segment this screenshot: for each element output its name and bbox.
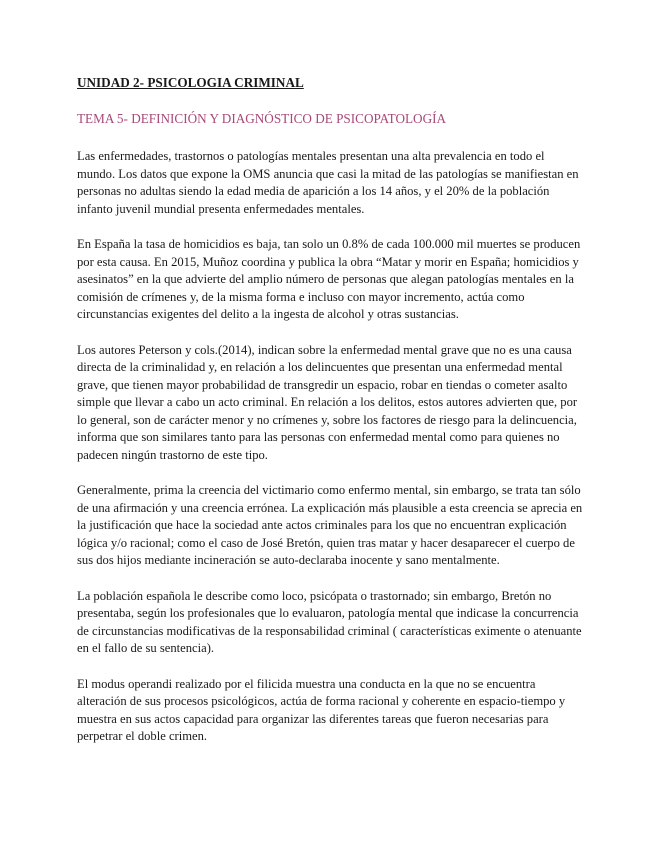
unit-title: UNIDAD 2- PSICOLOGIA CRIMINAL [77, 75, 304, 90]
paragraph-breton: La población española le describe como loco, psicópata o trastornado; sin embargo, Bretón no presentaba, según los profesionales que lo evaluaron, patología mental que indicase la concurrencia de circunstancias modificativas de la responsabilidad criminal ( características eximente o atenuante en el fallo de su sentencia). [77, 588, 582, 655]
topic-title: TEMA 5- DEFINICIÓN Y DIAGNÓSTICO DE PSICOPATOLOGÍA [77, 111, 447, 126]
paragraph-belief: Generalmente, prima la creencia del victimario como enfermo mental, sin embargo, se trata tan sólo de una afirmación y una creencia errónea. La explicación más plausible a esta creencia se aprecia en la justificación que hace la sociedad ante actos criminales para los que no encuentran explicación lógica y/o racional; como el caso de José Bretón, quien tras matar y hacer desaparecer el cuerpo de sus dos hijos mediante incineración se auto-declaraba inocente y sano mentalmente. [77, 483, 583, 567]
paragraph-modus-operandi: El modus operandi realizado por el filicida muestra una conducta en la que no se encuentra alteración de sus procesos psicológicos, actúa de forma racional y coherente en espacio-tiempo y muestra en sus actos capacidad para organizar las diferentes tareas que fueron necesarias para perpetrar el doble crimen. [77, 676, 566, 743]
paragraph-prevalence: Las enfermedades, trastornos o patologías mentales presentan una alta prevalencia en todo el mundo. Los datos que expone la OMS anuncia que casi la mitad de las patologías se manifiestan en personas no adultas siendo la edad media de aparición a los 14 años, y el 20% de la población infanto juvenil mundial presenta enfermedades mentales. [77, 149, 579, 216]
paragraph-peterson: Los autores Peterson y cols.(2014), indican sobre la enfermedad mental grave que no es una causa directa de la criminalidad y, en relación a los delincuentes que presentan una enfermedad mental grave, que tienen mayor probabilidad de transgredir un espacio, robar en tiendas o cometer asalto simple que llevar a cabo un acto criminal. En relación a los delitos, estos autores advierten que, por lo general, son de carácter menor y no crímenes y, sobre los factores de riesgo para la delincuencia, informa que son similares tanto para las personas con enfermedad mental como para quienes no padecen ningún trastorno de este tipo. [77, 342, 578, 462]
paragraph-spain-homicides: En España la tasa de homicidios es baja, tan solo un 0.8% de cada 100.000 mil muertes se producen por esta causa. En 2015, Muñoz coordina y publica la obra “Matar y morir en España; homicidios y asesinatos” en la que advierte del amplio número de personas que alegan patologías mentales en la comisión de crímenes y, de la misma forma e incluso con mayor incremento, actúa como circunstancias exigentes del delito a la ingesta de alcohol y otras sustancias. [77, 237, 581, 321]
document-page [77, 74, 585, 764]
